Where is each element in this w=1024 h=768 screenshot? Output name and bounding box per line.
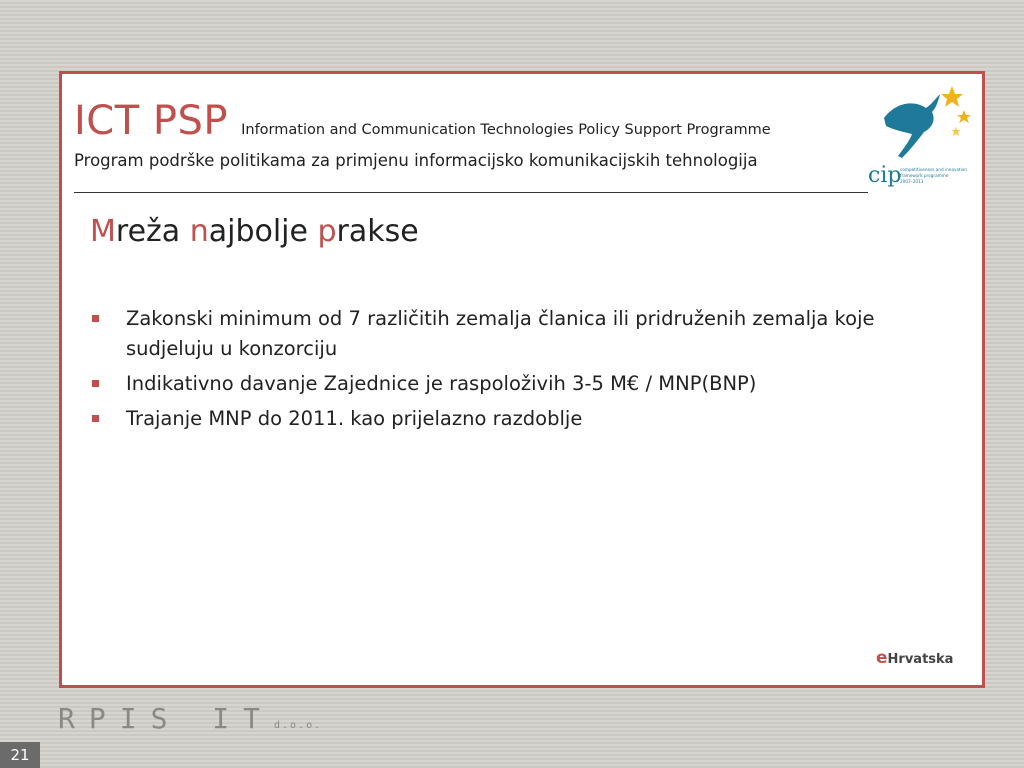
cip-logo — [866, 80, 978, 192]
section-title — [90, 214, 419, 249]
ict-psp-title: ICT PSP — [74, 98, 229, 144]
bullet-square-icon — [92, 380, 99, 387]
title-accent-m: M — [90, 214, 116, 249]
title-part-3: rakse — [336, 214, 419, 249]
title-part-2: ajbolje — [208, 214, 318, 249]
header-title-row — [74, 98, 771, 144]
ehrvatska-label: Hrvatska — [887, 652, 954, 667]
gazelle-icon — [884, 94, 940, 158]
bullet-item — [90, 369, 950, 399]
bullet-square-icon — [92, 315, 99, 322]
title-part-1: reža — [115, 214, 190, 249]
slide-frame — [59, 71, 985, 688]
subtitle-croatian: Program podrške politikama za primjenu informacijsko komunikacijskih tehnologija — [74, 151, 758, 170]
bullet-item — [90, 304, 950, 364]
ehrvatska-logo — [876, 648, 953, 668]
bullet-text: Indikativno davanje Zajednice je raspoloživih 3-5 M€ / MNP(BNP) — [126, 372, 757, 395]
cip-tagline-3: 2007–2013 — [900, 179, 924, 184]
bullet-text: Zakonski minimum od 7 različitih zemalja članica ili pridruženih zemalja koje sudjeluju u konzorciju — [126, 307, 875, 360]
subtitle-english: Information and Communication Technologies Policy Support Programme — [241, 122, 771, 138]
bullet-list — [90, 304, 950, 439]
bullet-item — [90, 404, 950, 434]
rpis-footer-logo — [58, 702, 322, 735]
e-logo-icon: e — [876, 648, 888, 668]
rpis-brand: RPIS IT — [58, 702, 275, 735]
bullet-square-icon — [92, 415, 99, 422]
bullet-text: Trajanje MNP do 2011. kao prijelazno razdoblje — [126, 407, 583, 430]
cip-tagline-1: competitiveness and innovation — [900, 167, 968, 172]
title-accent-n: n — [189, 214, 209, 249]
cip-tagline-2: framework programme — [900, 173, 949, 178]
rpis-suffix: d.o.o. — [274, 720, 323, 731]
title-accent-p: p — [317, 214, 337, 249]
stars-icon — [941, 86, 971, 136]
slide-number: 21 — [0, 742, 40, 768]
header-divider — [74, 192, 868, 193]
cip-wordmark: cip — [868, 163, 902, 188]
